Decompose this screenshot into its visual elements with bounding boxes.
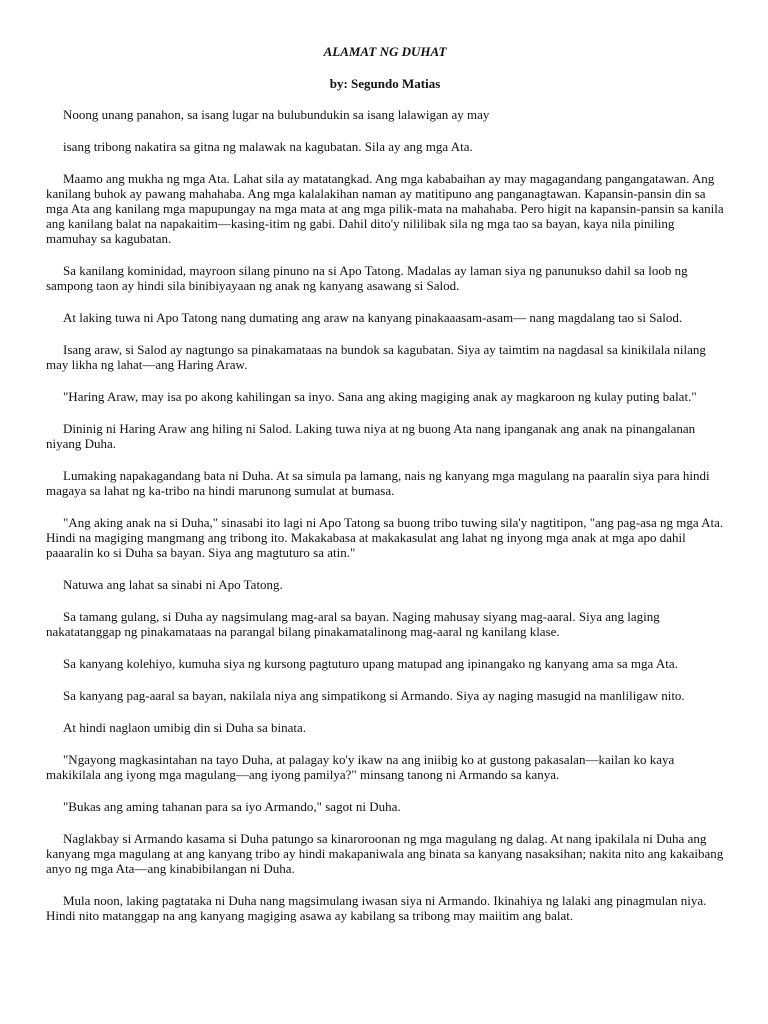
- paragraph: Naglakbay si Armando kasama si Duha patungo sa kinaroroonan ng mga magulang ng dalag. At nang ipakilala ni Duha ang kanyang mga magulang at ang kanyang tribo ay hindi makapaniwala ang binata sa kanyang nasaksihan; nakita nito ang kakaibang anyo ng mga Ata—ang kinabibilangan ni Duha.: [46, 831, 724, 876]
- paragraph: Sa kanyang kolehiyo, kumuha siya ng kursong pagtuturo upang matupad ang ipinangako ng kanyang ama sa mga Ata.: [63, 656, 678, 671]
- paragraph: "Haring Araw, may isa po akong kahilingan sa inyo. Sana ang aking magiging anak ay magkaroon ng kulay puting balat.": [63, 389, 697, 404]
- paragraph: Sa tamang gulang, si Duha ay nagsimulang mag-aral sa bayan. Naging mahusay siyang mag-aaral. Siya ang laging nakatatanggap ng pinakamataas na parangal bilang pinakamatalinong mag-aaral ng kanilang klase.: [46, 609, 660, 639]
- paragraph: "Ngayong magkasintahan na tayo Duha, at palagay ko'y ikaw na ang iniibig ko at gustong pakasalan—kailan ko kaya makikilala ang iyong mga magulang—ang iyong pamilya?" minsang tanong ni Armando sa kanya.: [46, 752, 675, 782]
- paragraph: Isang araw, si Salod ay nagtungo sa pinakamataas na bundok sa kagubatan. Siya ay taimtim na nagdasal sa kinikilala nilang may likha ng lahat—ang Haring Araw.: [46, 342, 706, 372]
- paragraph: At hindi naglaon umibig din si Duha sa binata.: [63, 720, 306, 735]
- paragraph: Mula noon, laking pagtataka ni Duha nang magsimulang iwasan siya ni Armando. Ikinahiya ng lalaki ang pinagmulan niya. Hindi nito matanggap na ang kanyang magiging asawa ay kabilang sa tribong may maiitim ang balat.: [46, 893, 707, 923]
- paragraph: "Bukas ang aming tahanan para sa iyo Armando," sagot ni Duha.: [63, 799, 401, 814]
- paragraph: Maamo ang mukha ng mga Ata. Lahat sila ay matatangkad. Ang mga kababaihan ay may magagandang pangangatawan. Ang kanilang buhok ay pawang mahahaba. Ang mga kalalakihan naman ay matitipuno ang panganagtawan. Kapansin-pansin din sa mga Ata ang kanilang mga mapupungay na mga mata at ang mga pilik-mata na mahahaba. Pero higit na kapansin-pansin sa kanila ang kanilang balat na napakaitim—kasing-itim ng gabi. Dahil dito'y nililibak sila ng mga tao sa bayan, kaya nila piniling mamuhay sa kagubatan.: [46, 171, 724, 246]
- paragraph: Lumaking napakagandang bata ni Duha. At sa simula pa lamang, nais ng kanyang mga magulang na paaralin siya para hindi magaya sa lahat ng ka-tribo na hindi marunong sumulat at bumasa.: [46, 468, 710, 498]
- paragraph: "Ang aking anak na si Duha," sinasabi ito lagi ni Apo Tatong sa buong tribo tuwing sila'y nagtitipon, "ang pag-asa ng mga Ata. Hindi na magiging mangmang ang tribong ito. Makakabasa at makakasulat ang lahat ng inyong mga anak at mga apo dahil paaaralin ko si Duha sa bayan. Siya ang magtuturo sa atin.": [46, 515, 724, 560]
- paragraph: Dininig ni Haring Araw ang hiling ni Salod. Laking tuwa niya at ng buong Ata nang ipanganak ang anak na pinangalanan niyang Duha.: [46, 421, 696, 451]
- paragraph: isang tribong nakatira sa gitna ng malawak na kagubatan. Sila ay ang mga Ata.: [63, 139, 473, 154]
- document-title: ALAMAT NG DUHAT: [323, 44, 447, 59]
- paragraph: Natuwa ang lahat sa sinabi ni Apo Tatong.: [63, 577, 283, 592]
- paragraph: Sa kanilang kominidad, mayroon silang pinuno na si Apo Tatong. Madalas ay laman siya ng panunukso dahil sa loob ng sampong taon ay hindi sila binibiyayaan ng anak ng kanyang asawang si Salod.: [46, 263, 688, 293]
- paragraph: Noong unang panahon, sa isang lugar na bulubundukin sa isang lalawigan ay may: [63, 107, 490, 122]
- paragraph: Sa kanyang pag-aaral sa bayan, nakilala niya ang simpatikong si Armando. Siya ay naging masugid na manliligaw nito.: [63, 688, 685, 703]
- author-byline: by: Segundo Matias: [329, 76, 441, 91]
- paragraph: At laking tuwa ni Apo Tatong nang dumating ang araw na kanyang pinakaaasam-asam— nang magdalang tao si Salod.: [63, 310, 683, 325]
